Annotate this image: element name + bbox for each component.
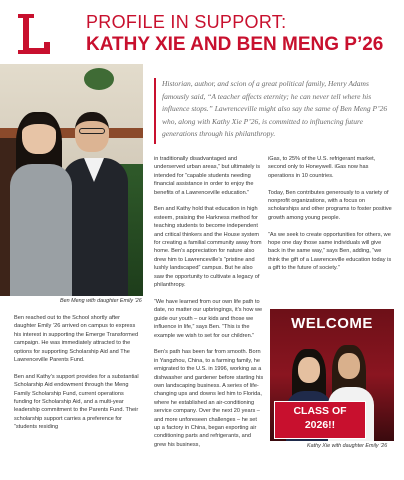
paragraph: Ben and Kathy hold that education in high esteem, praising the Harkness method for teaching students to become independent and critical thinkers and the House system for creating a familial community away from home. Ben’s appreciation for nature also drew him to Lawrenceville’s “pristine and lushly landscaped” campus. But he also saw the opportunity to cultivate a legacy of philanthropy. [154,206,262,289]
paragraph: Ben’s path has been far from smooth. Born in Yangzhou, China, to a farming family, he emigrated to the U.S. in 1996, working as a dishwasher and gardener before starting his own landscaping business. A series of life-changing ups and downs led him to Florida, where he established an air-conditioning service company. Over the next 20 years – and more unforeseen challenges – he set up a factory in China, began exporting air conditioning parts and refrigerants, and grew his business, [154,349,264,448]
photo-caption: Ben Meng with daughter Emily ’26 [60,298,142,304]
paragraph: iGas, to 25% of the U.S. refrigerant market, second only to Honeywell. iGas now has operations in 10 countries. [268,156,376,179]
body-column-1 [14,314,142,440]
title-kicker: PROFILE IN SUPPORT: [86,12,287,32]
paragraph: Ben reached out to the School shortly after daughter Emily ’26 arrived on campus to express his interest in supporting the Emerge Transformed campaign. He was immediately attracted to the options for supporting Scholarship Aid and The Lawrenceville Parents Fund. [14,315,139,364]
paragraph: “As we seek to create opportunities for others, we hope one day those same individuals will give back in the same way,” says Ben, adding, “we think the gift of a Lawrenceville education today is a gift to the future of society.” [268,231,392,272]
page-title: KATHY XIE AND BEN MENG P’26 [86,34,384,55]
paragraph: Today, Ben contributes generously to a variety of nonprofit organizations, with a focus on scholarships and other programs to foster positive growth among young people. [268,189,392,221]
photo-caption: Kathy Xie with daughter Emily ’26 [307,443,388,449]
family-photo [0,64,143,296]
welcome-photo [270,309,394,441]
body-column-2 [154,155,264,458]
welcome-banner-text: WELCOME [291,315,373,332]
paragraph: “We have learned from our own life path to date, no matter our upbringings, it’s how we guide our youth – our kids and those we influence in life,” says Ben. “This is the example we wish to set for our children.” [154,298,263,339]
paragraph: in traditionally disadvantaged and underserved urban areas,” but ultimately is intended for “capable students needing financial assistance in order to enjoy the benefits of a Lawrenceville education.” [154,156,261,196]
body-column-3 [268,155,394,281]
sign-text-line2: 2026!! [304,419,336,431]
quote-accent-bar [154,78,156,144]
sign-text-line1: CLASS OF [293,405,347,417]
lawrenceville-logo [14,12,54,56]
pull-quote: Historian, author, and scion of a great political family, Henry Adams famously said, “A teacher affects eternity; he can never tell where his influence stops.” Lawrenceville might also say the same of Ben Meng P’26 who, along with Kathy Xie P’26, is committed to influencing future generations through his philanthropy. [162,79,388,138]
paragraph: Ben and Kathy’s support provides for a substantial Scholarship Aid endowment through the Meng Family Scholarship Fund, current operations funding for Scholarship Aid, and a multi-year leadership commitment to the Parents Fund. Their scholarship support carries a preference for “students residing [14,373,139,431]
